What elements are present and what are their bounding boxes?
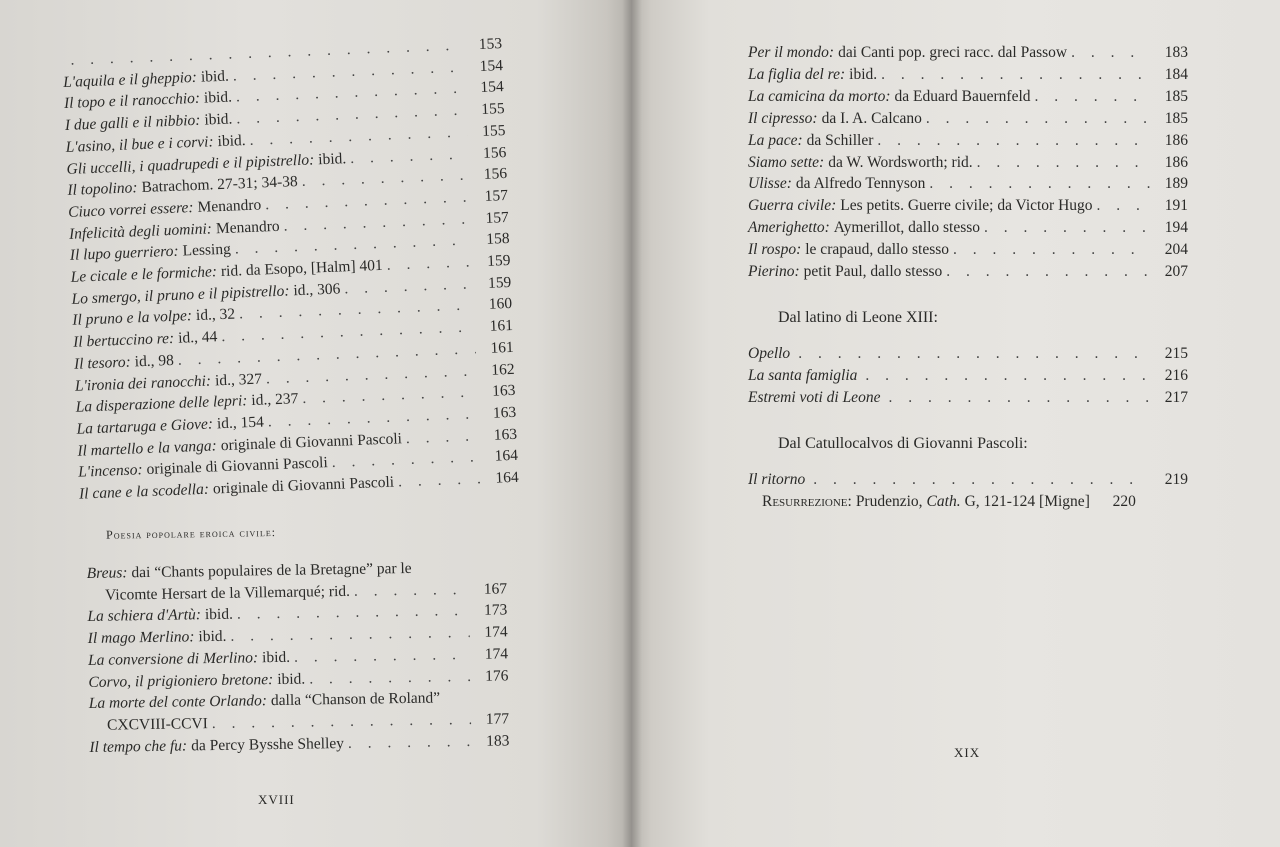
entry-page: 159	[486, 251, 511, 270]
entry-page: 161	[490, 338, 515, 357]
entry-source: originale di Giovanni Pascoli	[220, 429, 403, 454]
entry-source: ibid.	[849, 65, 878, 83]
entry-source: dai “Chants populaires de la Bretagne” par le	[131, 559, 412, 582]
entry-title: Il topolino:	[67, 179, 138, 200]
leone-toc-list	[748, 343, 1188, 409]
toc-entry	[748, 365, 1188, 387]
entry-source: da Schiller	[806, 131, 874, 149]
entry-page: 185	[1164, 109, 1188, 127]
entry-page: 164	[495, 468, 520, 487]
entry-title: Il cane e la scodella:	[78, 480, 210, 503]
entry-title: Opello	[748, 344, 791, 362]
entry-title: La santa famiglia	[748, 366, 858, 384]
toc-entry	[748, 108, 1188, 130]
dot-leader	[398, 468, 482, 493]
entry-source: originale di Giovanni Pascoli	[212, 473, 395, 498]
catullo-toc-list	[748, 469, 1188, 491]
entry-page: 154	[479, 56, 504, 75]
entry-page: 186	[1164, 153, 1188, 171]
toc-entry	[748, 42, 1188, 64]
entry-title: Il ritorno	[748, 470, 806, 488]
entry-source: dalla “Chanson de Roland”	[270, 689, 441, 710]
entry-page: 177	[485, 710, 510, 728]
entry-source: ibid.	[204, 110, 233, 129]
entry-page: 163	[492, 403, 517, 422]
entry-title: L'incenso:	[77, 461, 143, 482]
entry-page: 191	[1164, 197, 1188, 215]
entry-title: Pierino:	[748, 263, 800, 281]
entry-title: L'asino, il bue e i corvi:	[65, 133, 214, 156]
toc-entry	[748, 469, 1188, 491]
entry-source: Prudenzio,	[855, 492, 923, 510]
entry-source: dai Canti pop. greci racc. dal Passow	[838, 44, 1068, 61]
entry-title: Il tempo che fu:	[89, 737, 188, 756]
entry-source: id., 98	[134, 351, 175, 371]
entry-title: Breus:	[86, 564, 128, 582]
dot-leader	[929, 173, 1150, 195]
entry-source: Lessing	[182, 241, 232, 260]
entry-title: Guerra civile:	[748, 197, 837, 215]
entry-rest: G, 121-124 [Migne]	[964, 492, 1090, 510]
entry-title: Il tesoro:	[73, 353, 132, 373]
entry-source: originale di Giovanni Pascoli	[146, 454, 329, 479]
toc-entry	[748, 239, 1188, 261]
entry-page: 215	[1164, 344, 1188, 362]
entry-page: 186	[1164, 131, 1188, 149]
entry-work: Cath.	[926, 492, 961, 510]
entry-title: Lo smergo, il pruno e il pipistrello:	[71, 282, 290, 308]
entry-page: 174	[484, 623, 508, 641]
right-toc	[748, 42, 1188, 513]
entry-title: Siamo sette:	[748, 153, 825, 171]
toc-entry	[748, 64, 1188, 86]
entry-title: Amerighetto:	[748, 219, 830, 237]
dot-leader	[1097, 195, 1150, 217]
entry-source: da Percy Bysshe Shelley	[190, 734, 345, 754]
entry-title: Estremi voti di Leone	[748, 388, 881, 406]
toc-entry	[748, 217, 1188, 239]
entry-page	[473, 571, 507, 572]
dot-leader	[1071, 42, 1150, 64]
dot-leader	[405, 425, 479, 450]
toc-entry	[748, 343, 1188, 365]
entry-title: Il rospo:	[748, 241, 802, 259]
dot-leader	[348, 731, 472, 755]
right-toc-list	[748, 42, 1188, 283]
dot-leader	[977, 152, 1150, 174]
entry-page: 219	[1164, 470, 1188, 488]
entry-page: 207	[1164, 263, 1188, 281]
entry-source: Les petits. Guerre civile; da Victor Hugo	[840, 197, 1093, 215]
entry-title: La figlia del re:	[748, 65, 846, 83]
entry-title: Per il mondo:	[748, 44, 835, 61]
section-heading-leone: Dal latino di Leone XIII:	[778, 308, 938, 326]
page-number-left: XVIII	[258, 792, 295, 807]
entry-page	[475, 702, 509, 703]
entry-title: Le cicale e le formiche:	[70, 263, 218, 286]
entry-source: petit Paul, dallo stesso	[803, 263, 943, 281]
left-page	[0, 0, 632, 847]
entry-source: id., 32	[195, 305, 236, 325]
entry-source: ibid.	[203, 88, 233, 107]
entry-source: ibid.	[217, 131, 246, 150]
entry-page: 159	[487, 273, 512, 292]
entry-title: Il pruno e la volpe:	[72, 307, 193, 330]
entry-title: Infelicità degli uomini:	[68, 220, 213, 243]
entry-source: CXCVIII-CCVI	[106, 715, 208, 734]
entry-page: 217	[1164, 388, 1188, 406]
entry-page: 167	[483, 580, 508, 598]
dot-leader	[881, 64, 1150, 86]
entry-source: ibid.	[261, 648, 291, 667]
page-number-right: XIX	[954, 745, 981, 760]
entry-page: 156	[482, 143, 507, 162]
entry-title: I due galli e il nibbio:	[64, 111, 201, 135]
entry-page: 194	[1164, 219, 1188, 237]
entry-page: 156	[483, 165, 508, 184]
dot-leader	[926, 108, 1150, 130]
dot-leader	[984, 217, 1150, 239]
entry-page: 155	[481, 100, 505, 119]
toc-entry-resurrezione	[748, 491, 1188, 513]
toc-entry	[748, 86, 1188, 108]
entry-title: Il topo e il ranocchio:	[63, 90, 201, 113]
entry-page: 157	[484, 186, 509, 205]
entry-source: Menandro	[215, 217, 280, 237]
entry-title: Ciuco vorrei essere:	[67, 198, 194, 221]
entry-title: La pace:	[748, 131, 803, 149]
entry-title: Ulisse:	[748, 175, 792, 193]
entry-source: Aymerillot, dallo stesso	[833, 219, 981, 237]
dot-leader	[294, 644, 470, 668]
dot-leader	[798, 343, 1150, 365]
toc-entry	[748, 195, 1188, 217]
entry-page: 183	[1164, 44, 1188, 61]
entry-title: Corvo, il prigioniero bretone:	[88, 670, 274, 691]
toc-entry	[748, 130, 1188, 152]
book-gutter	[622, 0, 642, 847]
entry-source: da W. Wordsworth; rid.	[828, 153, 973, 171]
entry-page: 174	[484, 645, 509, 663]
entry-page: 154	[480, 78, 505, 97]
toc-entry	[748, 261, 1188, 283]
entry-source: Batrachom. 27-31; 34-38	[141, 173, 299, 197]
entry-source: ibid.	[200, 67, 230, 86]
right-page	[632, 0, 1280, 847]
entry-page: 163	[491, 382, 516, 400]
entry-title: La morte del conte Orlando:	[88, 692, 268, 713]
section-heading-catullo: Dal Catullocalvos di Giovanni Pascoli:	[778, 434, 1028, 452]
dot-leader	[813, 469, 1150, 491]
entry-source: ibid.	[277, 670, 306, 688]
entry-page: 176	[484, 666, 509, 685]
dot-leader	[953, 239, 1150, 261]
entry-page: 185	[1164, 87, 1188, 105]
entry-page: 220	[1112, 492, 1136, 510]
entry-title: La conversione di Merlino:	[87, 649, 259, 669]
toc-entry	[748, 387, 1188, 409]
entry-title: La camicina da morto:	[748, 87, 891, 105]
entry-title: La tartaruga e Giove:	[76, 415, 214, 438]
entry-page: 216	[1164, 366, 1188, 384]
toc-entry	[748, 173, 1188, 195]
entry-title: Il cipresso:	[748, 109, 818, 127]
entry-page: 161	[489, 317, 514, 335]
dot-leader	[865, 365, 1150, 387]
section-heading-poesia: Poesia popolare eroica civile:	[105, 525, 277, 542]
entry-source: Menandro	[197, 196, 262, 216]
entry-title: Il bertuccino re:	[72, 330, 175, 351]
entry-page: 158	[486, 230, 510, 249]
entry-title: L'aquila e il gheppio:	[62, 68, 198, 91]
entry-source: id., 237	[251, 390, 299, 410]
dot-leader	[416, 572, 469, 573]
dot-leader	[946, 261, 1150, 283]
entry-title: Il lupo guerriero:	[69, 243, 179, 265]
left-section	[86, 521, 510, 758]
toc-entry	[748, 152, 1188, 174]
entry-page: 153	[478, 35, 503, 53]
dot-leader	[877, 130, 1150, 152]
entry-source: da Eduard Bauernfeld	[894, 87, 1031, 105]
entry-source: id., 44	[177, 328, 218, 347]
dot-leader	[888, 387, 1150, 409]
entry-source: da I. A. Calcano	[821, 109, 922, 127]
entry-title: Il martello e la vanga:	[77, 437, 218, 460]
entry-page: 160	[488, 295, 513, 314]
entry-title: Resurrezione:	[762, 492, 852, 510]
entry-title: L'ironia dei ranocchi:	[74, 372, 212, 395]
entry-source: id., 154	[216, 413, 265, 433]
entry-page: 164	[494, 447, 519, 466]
entry-source: le crapaud, dallo stesso	[805, 241, 950, 259]
entry-source: rid. da Esopo, [Halm] 401	[220, 256, 384, 281]
entry-source: da Alfredo Tennyson	[795, 175, 926, 193]
entry-title: La schiera d'Artù:	[87, 606, 202, 626]
entry-page: 157	[485, 208, 510, 227]
entry-source: id., 327	[214, 370, 263, 389]
entry-page: 184	[1164, 65, 1188, 83]
entry-source: id., 306	[293, 280, 341, 300]
entry-page: 189	[1164, 175, 1188, 193]
dot-leader	[354, 579, 469, 603]
entry-source: ibid.	[198, 627, 227, 646]
dot-leader	[1035, 86, 1150, 108]
entry-page: 155	[481, 121, 506, 140]
entry-source: Vicomte Hersart de la Villemarqué; rid.	[104, 582, 351, 604]
entry-page: 163	[493, 425, 518, 444]
entry-title: Il mago Merlino:	[87, 628, 195, 648]
entry-title: La disperazione delle lepri:	[75, 392, 248, 416]
entry-page: 204	[1164, 241, 1188, 259]
dot-leader	[309, 665, 470, 689]
entry-title: Gli uccelli, i quadrupedi e il pipistrello:	[66, 150, 315, 178]
entry-page: 162	[491, 360, 515, 379]
entry-page: 183	[486, 732, 510, 750]
entry-source: ibid.	[317, 149, 347, 168]
entry-source: ibid.	[204, 606, 234, 624]
section-toc-list	[87, 556, 510, 758]
entry-page: 173	[483, 601, 508, 620]
left-toc-list	[62, 33, 519, 505]
